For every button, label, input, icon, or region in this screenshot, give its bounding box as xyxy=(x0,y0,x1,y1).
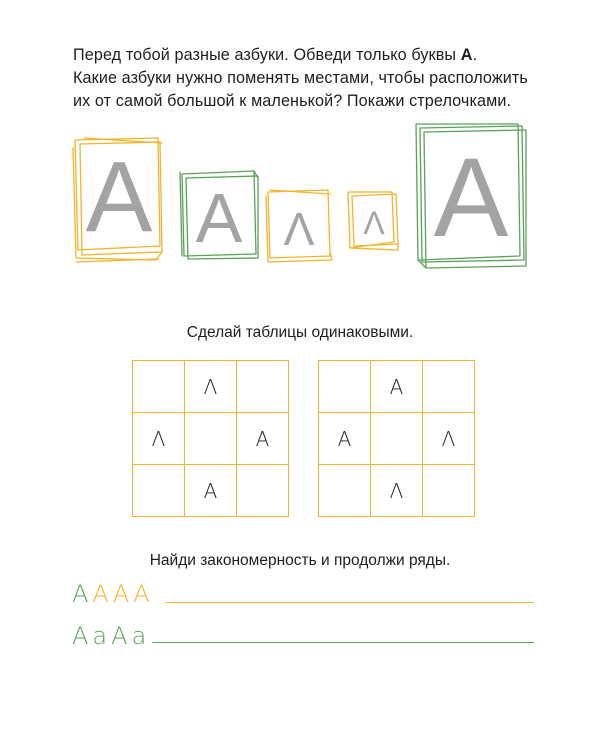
instruction-line-2: Какие азбуки нужно поменять местами, чтобы расположить xyxy=(73,69,528,87)
tables-task-title: Сделай таблицы одинаковыми. xyxy=(186,324,414,341)
table-cell[interactable] xyxy=(423,465,475,517)
book-letter: A xyxy=(433,135,509,260)
table-cell[interactable] xyxy=(185,413,237,465)
table-cell[interactable]: A xyxy=(185,465,237,517)
book-letter: A xyxy=(85,141,153,253)
table-cell[interactable] xyxy=(319,361,371,413)
pattern-letter: A xyxy=(111,622,128,650)
table-cell[interactable]: A xyxy=(319,413,371,465)
book-letter: Λ xyxy=(283,203,315,255)
pattern-letter: A xyxy=(72,622,89,650)
table-cell[interactable] xyxy=(319,465,371,517)
table-cell[interactable] xyxy=(237,465,289,517)
letter-a-bold: А xyxy=(460,46,473,64)
pattern-letter: A xyxy=(133,580,150,608)
pattern-letter: A xyxy=(92,580,109,608)
pattern-letter: a xyxy=(92,622,108,650)
table-left xyxy=(132,360,289,517)
table-cell[interactable]: A xyxy=(371,361,423,413)
task-instructions xyxy=(73,44,573,113)
table-cell[interactable]: Λ xyxy=(133,413,185,465)
table-cell[interactable] xyxy=(237,361,289,413)
pattern-letter: A xyxy=(72,580,89,608)
instruction-line-1: Перед тобой разные азбуки. Обведи только буквы А. xyxy=(73,46,478,64)
book-letter: Λ xyxy=(363,205,385,241)
alphabet-book-2[interactable] xyxy=(178,168,260,260)
table-cell[interactable]: Λ xyxy=(371,465,423,517)
alphabet-book-5[interactable] xyxy=(414,122,528,270)
pattern-row-2 xyxy=(72,622,150,651)
pattern-letter: a xyxy=(131,622,147,650)
pattern-row-1 xyxy=(72,580,154,609)
table-cell[interactable] xyxy=(423,361,475,413)
alphabet-book-1[interactable] xyxy=(72,134,166,262)
table-cell[interactable]: A xyxy=(237,413,289,465)
pattern-letter: A xyxy=(112,580,130,608)
answer-line-1[interactable] xyxy=(166,602,534,603)
book-letter: A xyxy=(195,179,243,257)
table-cell[interactable] xyxy=(371,413,423,465)
instruction-line-3: их от самой большой к маленькой? Покажи стрелочками. xyxy=(73,92,512,110)
answer-line-2[interactable] xyxy=(152,642,534,643)
table-right xyxy=(318,360,475,517)
table-cell[interactable] xyxy=(133,361,185,413)
alphabet-book-3[interactable] xyxy=(264,188,334,264)
pattern-task-title: Найди закономерность и продолжи ряды. xyxy=(149,552,451,569)
table-cell[interactable]: Λ xyxy=(423,413,475,465)
table-cell[interactable] xyxy=(133,465,185,517)
alphabet-book-4[interactable] xyxy=(346,190,402,252)
table-cell[interactable]: Λ xyxy=(185,361,237,413)
